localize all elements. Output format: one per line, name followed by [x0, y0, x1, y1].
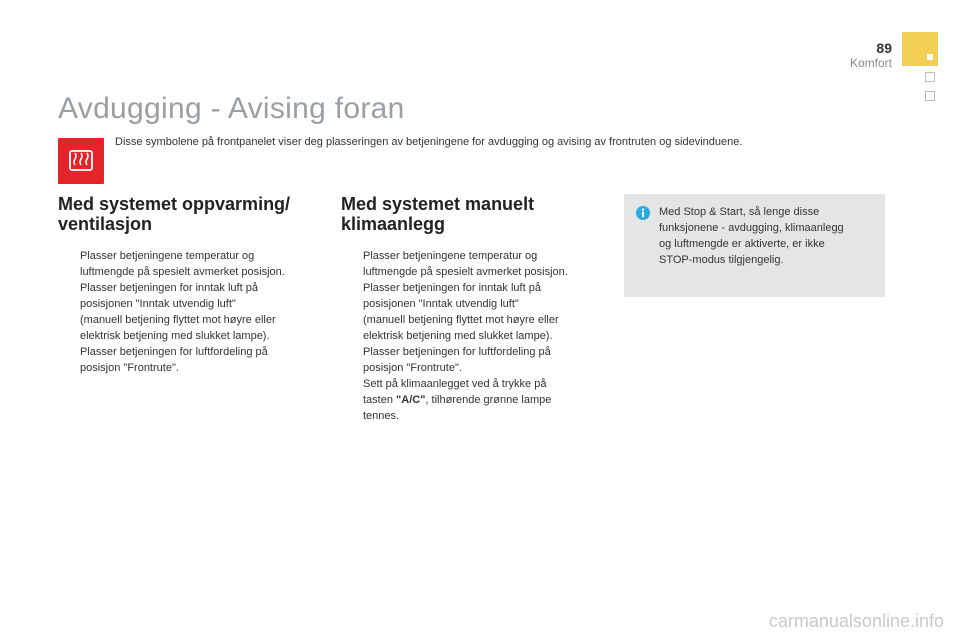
watermark: carmanualsonline.info: [768, 611, 944, 631]
instruction-list: [58, 248, 320, 376]
section-heating-ventilation: [58, 194, 320, 376]
page-title: Avdugging - Avising foran: [58, 92, 405, 125]
list-item: Plasser betjeningen for luftfordeling på posisjon "Frontrute".: [80, 346, 268, 374]
chapter-label: Komfort: [849, 56, 892, 70]
list-item: Plasser betjeningene temperatur og luftmengde på spesielt avmerket posisjon.: [80, 250, 285, 278]
info-icon: [636, 206, 650, 220]
list-item: Plasser betjeningen for inntak luft på posisjonen "Inntak utvendig luft" (manuell betjening flyttet mot høyre eller elektrisk betjening med slukket lampe).: [363, 282, 559, 342]
instruction-list: [341, 248, 603, 424]
ac-key-label: "A/C": [396, 394, 426, 406]
list-item: Plasser betjeningen for luftfordeling på posisjon "Frontrute".: [363, 346, 551, 374]
list-item: Plasser betjeningene temperatur og luftmengde på spesielt avmerket posisjon.: [363, 250, 568, 278]
section-manual-ac: [341, 194, 603, 424]
list-item: Plasser betjeningen for inntak luft på posisjonen "Inntak utvendig luft" (manuell betjening flyttet mot høyre eller elektrisk betjening med slukket lampe).: [80, 282, 276, 342]
section-heading: Med systemet oppvarming/ ventilasjon: [58, 194, 291, 234]
chapter-tab-box-1: [925, 72, 935, 82]
info-box: [624, 194, 885, 297]
intro-text: Disse symbolene på frontpanelet viser deg plasseringen av betjeningene for avdugging og avising av frontruten og sidevinduene.: [115, 136, 743, 148]
list-item: Sett på klimaanlegget ved å trykke på tasten "A/C", tilhørende grønne lampe tennes.: [363, 378, 552, 422]
section-heading: Med systemet manuelt klimaanlegg: [341, 194, 535, 234]
rear-defrost-icon: [58, 138, 104, 184]
page-number: 89: [876, 40, 892, 56]
chapter-tab-active: [902, 32, 938, 66]
chapter-tab-box-2: [925, 91, 935, 101]
info-text: Med Stop & Start, så lenge disse funksjonene - avdugging, klimaanlegg og luftmengde er aktiverte, er ikke STOP-modus tilgjengelig.: [659, 206, 844, 266]
